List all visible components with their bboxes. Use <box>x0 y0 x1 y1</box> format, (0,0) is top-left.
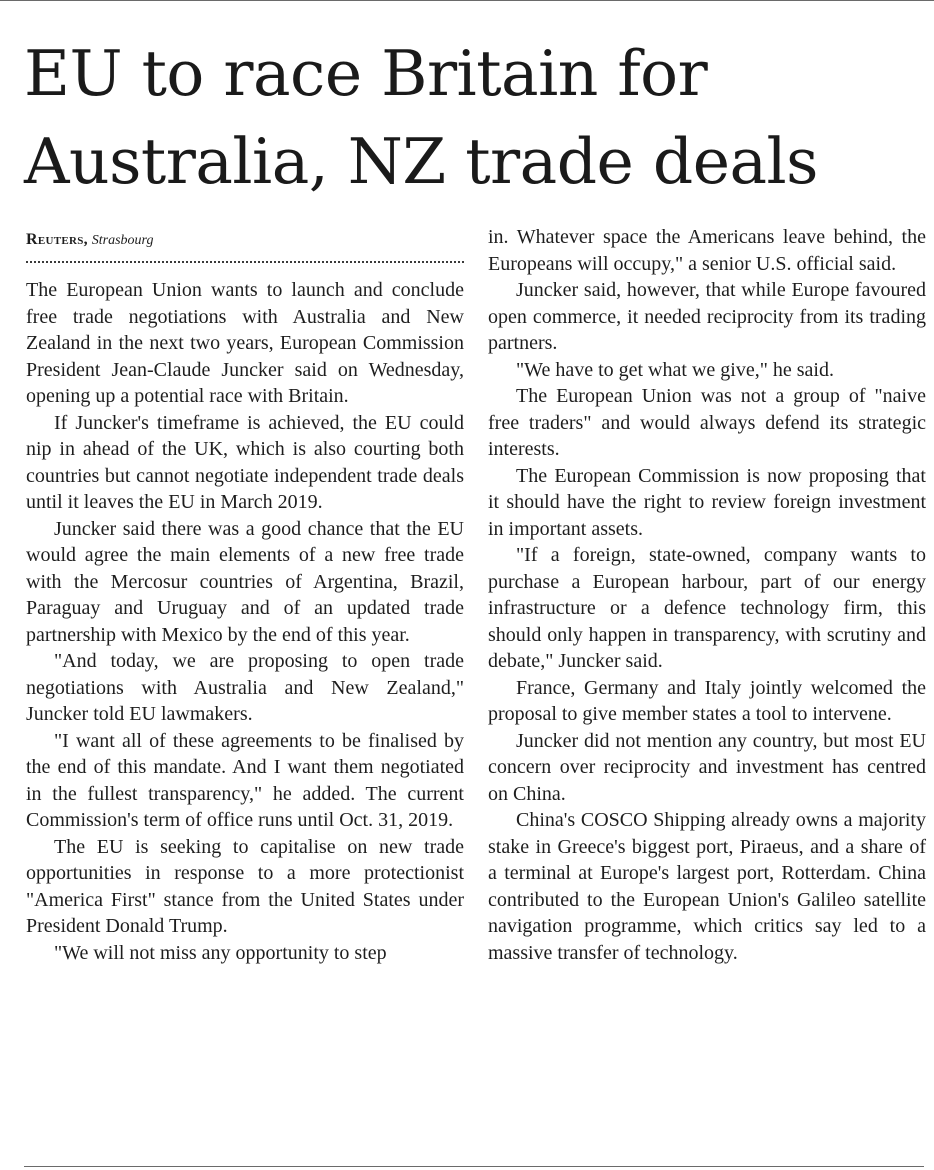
paragraph: The European Commission is now proposing that it should have the right to review foreign investment in important assets. <box>488 464 926 540</box>
paragraph: "I want all of these agreements to be finalised by the end of this mandate. And I want them negotiated in the fullest transparency," he added. The current Commission's term of office runs until Oct. 31, 2019. <box>26 729 464 831</box>
article-headline: EU to race Britain for Australia, NZ trade deals <box>24 37 819 198</box>
paragraph: The EU is seeking to capitalise on new trade opportunities in response to a more protectionist "America First" stance from the United States under President Donald Trump. <box>26 835 464 937</box>
news-agency: Reuters, <box>26 231 88 248</box>
paragraph: France, Germany and Italy jointly welcomed the proposal to give member states a tool to intervene. <box>488 676 926 725</box>
paragraph: "And today, we are proposing to open trade negotiations with Australia and New Zealand," Juncker told EU lawmakers. <box>26 650 464 725</box>
bottom-rule <box>24 1166 924 1167</box>
paragraph: "We have to get what we give," he said. <box>516 358 834 381</box>
paragraph: If Juncker's timeframe is achieved, the EU could nip in ahead of the UK, which is also courting both countries but cannot negotiate independent trade deals until it leaves the EU in March 2019. <box>26 411 464 513</box>
paragraph: in. Whatever space the Americans leave behind, the Europeans will occupy," a senior U.S. official said. <box>488 226 926 275</box>
paragraph: The European Union was not a group of "naive free traders" and would always defend its strategic interests. <box>488 385 926 460</box>
paragraph: China's COSCO Shipping already owns a majority stake in Greece's biggest port, Piraeus, and a share of a terminal at Europe's largest port, Rotterdam. China contributed to the European Union's Galileo satellite navigation programme, which critics say led to a massive transfer of technology. <box>488 809 926 964</box>
dateline-place: Strasbourg <box>91 233 154 248</box>
paragraph: Juncker said there was a good chance that the EU would agree the main elements of a new free trade with the Mercosur countries of Argentina, Brazil, Paraguay and Uruguay and of an updated trade partnership with Mexico by the end of this year. <box>26 517 464 646</box>
paragraph: "We will not miss any opportunity to step <box>54 941 387 964</box>
paragraph: "If a foreign, state-owned, company wants to purchase a European harbour, part of our energy infrastructure or a defence technology firm, this should only happen in transparency, with scrutiny and debate," Juncker said. <box>488 544 926 672</box>
dotted-divider <box>26 261 464 263</box>
paragraph: Juncker said, however, that while Europe favoured open commerce, it needed reciprocity from its trading partners. <box>488 279 926 354</box>
paragraph: The European Union wants to launch and conclude free trade negotiations with Australia and New Zealand in the next two years, European Commission President Jean-Claude Juncker said on Wednesday, opening up a potential race with Britain. <box>26 279 464 407</box>
paragraph: Juncker did not mention any country, but most EU concern over reciprocity and investment has centred on China. <box>488 729 926 805</box>
top-rule <box>0 0 934 1</box>
dateline <box>26 227 464 253</box>
article-column-right <box>488 224 926 966</box>
article-column-left <box>26 224 464 966</box>
